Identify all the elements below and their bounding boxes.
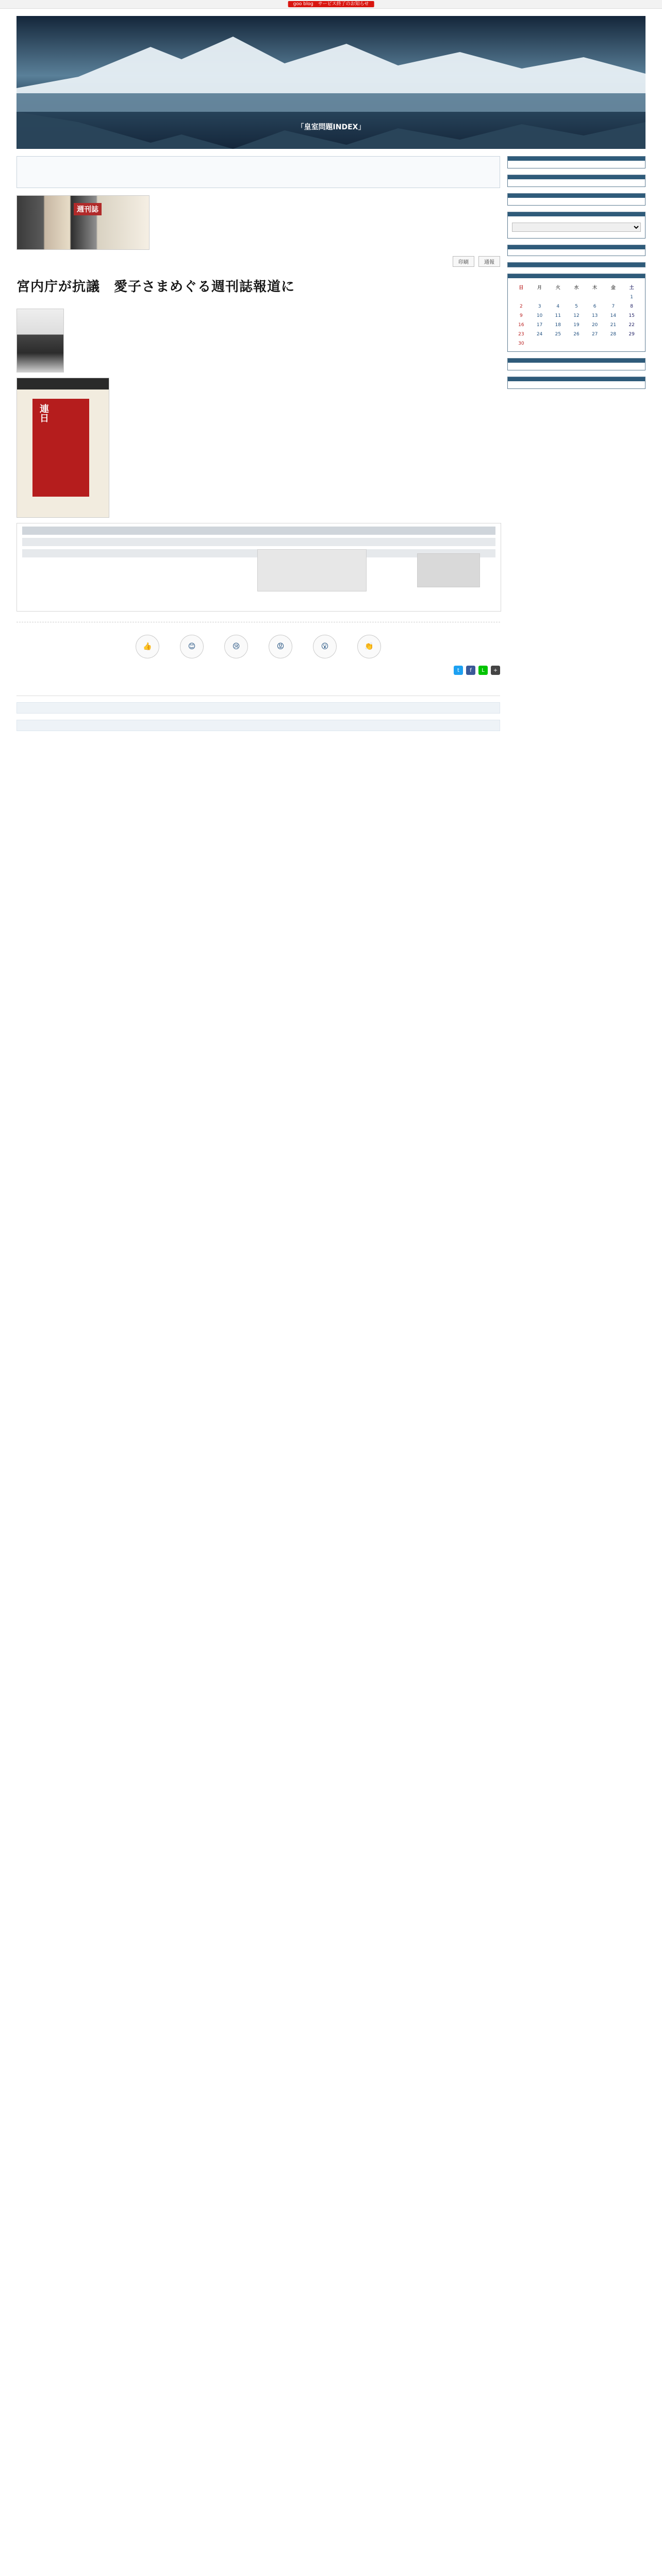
comments-heading[interactable] xyxy=(16,692,500,696)
calendar-box xyxy=(507,274,646,352)
recent-comments-box xyxy=(507,175,646,187)
goo-recommend-list xyxy=(508,381,645,388)
goo-recommend-title xyxy=(508,377,645,381)
day: 6 xyxy=(593,304,597,309)
profile-title xyxy=(508,245,645,249)
announcement-text: サービス終了のお知らせ xyxy=(318,2,369,7)
login-box xyxy=(507,262,646,267)
comment-item xyxy=(16,702,500,714)
weekday: 木 xyxy=(592,285,598,291)
day: 13 xyxy=(591,313,598,318)
day: 21 xyxy=(610,323,617,328)
magazine-spread-band xyxy=(17,378,109,389)
day: 7 xyxy=(611,304,615,309)
day: 27 xyxy=(591,332,598,337)
day: 30 xyxy=(518,341,524,346)
blog-header xyxy=(16,16,646,149)
day: 2 xyxy=(519,304,523,309)
day: 14 xyxy=(610,313,617,318)
share-icon[interactable]: + xyxy=(491,666,500,675)
weekday: 水 xyxy=(574,285,579,291)
bookmark-title xyxy=(508,194,645,198)
day: 15 xyxy=(628,313,635,318)
goo-recommend-box xyxy=(507,377,646,389)
day: 22 xyxy=(628,323,635,328)
backnumber-select[interactable] xyxy=(512,223,641,232)
weekday: 月 xyxy=(537,285,542,291)
article-headline: 宮内庁が抗議 愛子さまめぐる週刊誌報道に xyxy=(16,279,295,295)
recent-entries-list xyxy=(508,161,645,168)
bottom-links xyxy=(16,622,500,675)
reaction-button[interactable]: 👍 xyxy=(136,635,159,658)
day: 16 xyxy=(518,323,524,328)
announcement-pill[interactable] xyxy=(288,1,374,7)
calendar-title xyxy=(508,274,645,278)
backnumber-title xyxy=(508,212,645,216)
reaction-button[interactable]: 😢 xyxy=(224,635,248,658)
brand-label: goo blog xyxy=(293,2,313,7)
magazine-spread-image xyxy=(16,378,109,518)
day: 20 xyxy=(591,323,598,328)
day: 10 xyxy=(536,313,543,318)
recent-entries-title xyxy=(508,157,645,161)
backnumber-box xyxy=(507,212,646,239)
recent-comments-list xyxy=(508,179,645,187)
sidebar xyxy=(507,156,646,731)
day: 9 xyxy=(519,313,523,318)
cover-caption: 週刊誌 xyxy=(74,203,102,215)
line-icon[interactable]: L xyxy=(478,666,488,675)
reaction-button[interactable]: 😊 xyxy=(180,635,204,658)
notice-box xyxy=(16,156,500,188)
day: 5 xyxy=(575,304,578,309)
reaction-button[interactable]: 😡 xyxy=(269,635,292,658)
day: 19 xyxy=(573,323,580,328)
day: 4 xyxy=(556,304,560,309)
day: 24 xyxy=(536,332,543,337)
weekday: 金 xyxy=(610,285,616,291)
blog-title[interactable]: 「皇室問題INDEX」 xyxy=(296,123,366,131)
day: 1 xyxy=(630,295,633,300)
top-toolbar xyxy=(0,0,662,9)
profile-body xyxy=(508,249,645,256)
day: 26 xyxy=(573,332,580,337)
calendar-table xyxy=(512,283,641,348)
screenshot-row xyxy=(22,538,495,546)
weekday: 火 xyxy=(555,285,560,291)
reaction-button[interactable]: 👏 xyxy=(357,635,381,658)
content-columns xyxy=(16,156,646,731)
calendar-body xyxy=(508,278,645,351)
article-tools-row xyxy=(16,256,500,267)
web-screenshot-image xyxy=(16,523,501,612)
reaction-row xyxy=(16,635,500,658)
photo-image-1 xyxy=(16,309,64,372)
day: 29 xyxy=(628,332,635,337)
screenshot-row xyxy=(22,527,495,535)
magazine-spread-highlight xyxy=(32,399,89,497)
facebook-icon[interactable]: f xyxy=(466,666,475,675)
day: 8 xyxy=(630,304,633,309)
reaction-button[interactable]: 😮 xyxy=(313,635,337,658)
weekday: 土 xyxy=(629,285,634,291)
print-button[interactable]: 印刷 xyxy=(453,256,474,267)
login-title xyxy=(508,263,645,267)
day: 12 xyxy=(573,313,580,318)
social-buttons xyxy=(16,666,500,675)
day: 18 xyxy=(555,323,561,328)
screenshot-thumb-2 xyxy=(417,553,480,587)
category-list xyxy=(508,363,645,370)
spread-vertical-text: 連日 xyxy=(38,404,49,422)
recent-entries-box xyxy=(507,156,646,168)
day: 28 xyxy=(610,332,617,337)
bookmark-list xyxy=(508,198,645,205)
day: 23 xyxy=(518,332,524,337)
header-title-box xyxy=(16,122,646,135)
backnumber-body xyxy=(508,216,645,238)
weekday: 日 xyxy=(519,285,524,291)
screenshot-thumb xyxy=(257,549,367,591)
day: 3 xyxy=(538,304,541,309)
bookmark-box xyxy=(507,193,646,206)
comment-item xyxy=(16,720,500,731)
day: 25 xyxy=(555,332,561,337)
category-box xyxy=(507,358,646,370)
day: 17 xyxy=(536,323,543,328)
twitter-icon[interactable]: t xyxy=(454,666,463,675)
category-title xyxy=(508,359,645,363)
page-wrap xyxy=(16,16,646,731)
report-button[interactable]: 通報 xyxy=(478,256,500,267)
main-column xyxy=(16,156,500,731)
profile-box xyxy=(507,245,646,256)
recent-comments-title xyxy=(508,175,645,179)
magazine-cover-image xyxy=(16,195,150,250)
day: 11 xyxy=(555,313,561,318)
